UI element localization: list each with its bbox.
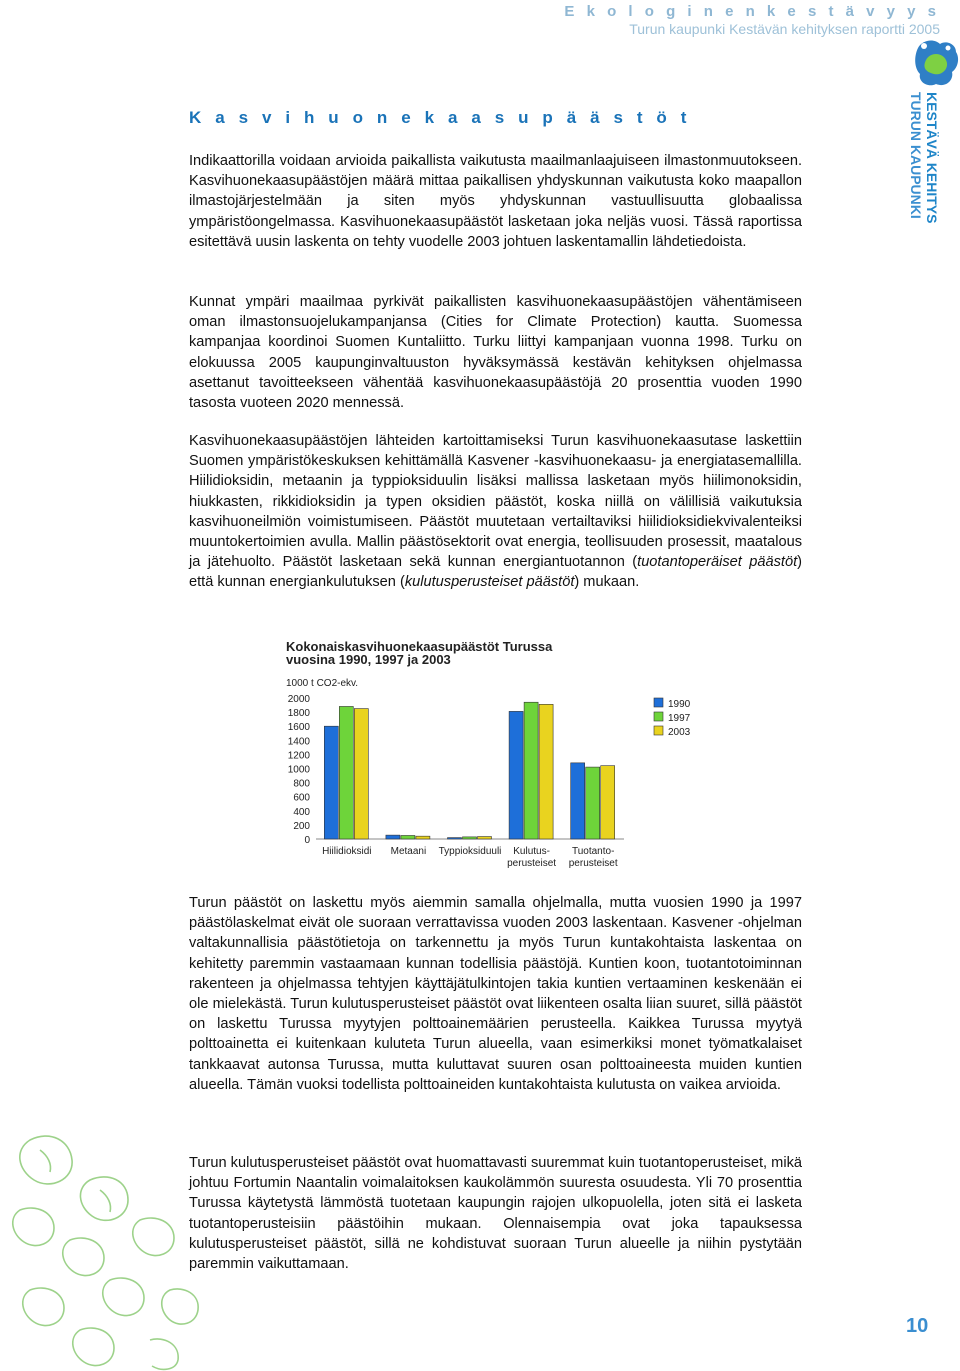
x-tick-label: Metaani: [390, 846, 427, 857]
legend-swatch-2003: [654, 726, 663, 735]
x-tick-label: Tuotanto-: [571, 846, 615, 857]
x-tick-label: Hiilidioksidi: [322, 846, 372, 857]
p3-text-b: ) että kunnan energiankulutuksen (: [189, 554, 803, 591]
y-tick-label: 1200: [287, 750, 310, 762]
legend-label-1997: 1997: [668, 713, 691, 724]
bar-1990-2: [448, 838, 462, 839]
paragraph-method: [189, 431, 802, 593]
leaf-doodle-icon: [0, 1120, 210, 1371]
side-logo-line2: TURUN KAUPUNKI: [908, 92, 924, 219]
chart-title-line1: Kokonaiskasvihuonekaasupäästöt Turussa: [286, 639, 553, 654]
legend-swatch-1990: [654, 698, 663, 707]
bar-1997-0: [339, 706, 353, 839]
p3-text-c: ) mukaan.: [574, 574, 640, 591]
y-tick-label: 1000: [287, 764, 310, 776]
bar-1990-4: [571, 763, 585, 839]
bar-2003-4: [601, 766, 615, 839]
bar-1997-3: [524, 702, 538, 839]
paragraph-intro: Indikaattorilla voidaan arvioida paikallista vaikutusta maailmanlaajuiseen ilmastonmuutokseen. Kasvihuonekaasupäästöjen määrä mittaa paikallisen yhdyskunnan vaikutusta koko maapallon ilmastojärjestelmään ja siten myös yhdyskunnan vastuullisuutta globaalissa ympäristöongelmassa. Kasvihuonekaasupäästöt lasketaan joka neljäs vuosi. Tässä raportissa esitettävä uusin laskenta on tehty vuodelle 2003 johtuen laskentamallin lähdetiedoista.: [189, 153, 802, 250]
p3-emphasis-consumption: kulutusperusteiset päästöt: [404, 574, 575, 591]
section-title: K a s v i h u o n e k a a s u p ä ä s t ö t: [189, 108, 691, 127]
bar-2003-3: [539, 704, 553, 839]
y-tick-label: 200: [293, 820, 310, 832]
y-tick-label: 1400: [287, 736, 310, 748]
bar-2003-1: [416, 836, 430, 839]
bar-1990-0: [324, 726, 338, 839]
bar-1990-3: [509, 711, 523, 839]
chart-svg: [282, 636, 712, 876]
y-tick-label: 400: [293, 806, 310, 818]
legend-label-2003: 2003: [668, 727, 691, 738]
x-tick-label: perusteiset: [507, 858, 557, 869]
bar-2003-0: [354, 709, 368, 839]
bar-1997-1: [401, 835, 415, 839]
emissions-chart: [282, 636, 712, 876]
series-title: E k o l o g i n e n k e s t ä v y y s: [564, 3, 940, 20]
y-tick-label: 1800: [287, 708, 310, 720]
y-tick-label: 2000: [287, 694, 310, 705]
side-logo-line1: KESTÄVÄ KEHITYS: [924, 92, 940, 224]
paragraph-comparison: Turun päästöt on laskettu myös aiemmin samalla ohjelmalla, mutta vuosien 1990 ja 1997 päästölaskelmat eivät ole suoraan verrattavissa vuoden 2003 laskentaan. Kasvener -ohjelman valtakunnallisia päästötietoja on tarkennettu ja myös Turun kuntakohtaista laskentaa on kehitetty paremmin vastaamaan kunnan todellisia päästöjä. Kuntien koon, tuotantotoiminnan rakenteen ja ohjelmassa tehtyjen käyttäjätulkintojen takia kuntien vertaaminen keskenään ei ole mielekästä. Turun kulutusperusteiset päästöt ovat liikenteen osalta liian suuret, sillä päästöt on laskettu Turussa myytyjen polttoainemäärien perusteella. Kaikkea Turussa myytyä polttoainetta ei kuitenkaan kuluteta Turun alueella, vaan esimerkiksi monet työmatkalaiset tankkaavat autonsa Turussa, mutta kuluttavat suuren osan polttoaineesta muiden kuntien alueella. Tämän vuoksi todellista polttoaineiden kuntakohtaista kulutusta on vaikea arvioida.: [189, 895, 802, 1093]
bar-1990-1: [386, 835, 400, 839]
side-logo: [906, 92, 950, 242]
legend-swatch-1997: [654, 712, 663, 721]
chart-unit-label: 1000 t CO2-ekv.: [286, 678, 359, 689]
p3-emphasis-production: tuotantoperäiset päästöt: [637, 554, 798, 571]
p3-text-a: Kasvihuonekaasupäästöjen lähteiden kartoittamiseksi Turun kasvihuonekaasutase laskettiin Suomen ympäristökeskuksen kehittämällä Kasvener -kasvihuonekaasu- ja energiatasemallilla. Hiilidioksidin, metaanin ja typpioksiduulin lisäksi mallissa lasketaan myös hiilimonoksidin, hiukkasten, rikkidioksidin ja typen oksidien päästöt, koska niillä on välillisiä vaikutuksia kasvihuoneilmiön voimistumiseen. Päästöt muutetaan vertailtaviksi hiilidioksidiekvivalenteiksi muuntokertoimien avulla. Mallin päästösektorit ovat energia, teollisuuden prosessit, maatalous ja jätehuolto. Päästöt lasketaan sekä kunnan energiantuotannon (: [189, 433, 802, 571]
bar-1997-4: [586, 767, 600, 839]
x-tick-label: perusteiset: [568, 858, 618, 869]
paragraph-campaign: Kunnat ympäri maailmaa pyrkivät paikallisten kasvihuonekaasupäästöjen vähentämiseen oman ilmastonsuojelukampanjansa (Cities for Climate Protection) kautta. Suomessa kampanjaa koordinoi Suomen Kuntaliitto. Turku liittyi kampanjaan vuonna 1998. Turku on elokuussa 2005 kaupunginvaltuuston hyväksymässä kestävän kehityksen ohjelmassa asettanut tavoitteekseen vähentää kasvihuonekaasupäästöjä 20 prosenttia vuoden 1990 tasosta vuoteen 2020 mennessä.: [189, 294, 802, 412]
bar-1997-2: [463, 837, 477, 839]
paragraph-conclusion: Turun kulutusperusteiset päästöt ovat huomattavasti suuremmat kuin tuotantoperusteiset, mikä johtuu Fortumin Naantalin voimalaitoksen kaukolämmön suuresta osuudesta. Yli 70 prosenttia Turussa käytetystä lämmöstä tuotetaan kaupungin rajojen ulkopuolella, joten sitä ei lasketa tuotantoperusteisiin päästöihin mukaan. Olennaisempia ovat joka tapauksessa kulutusperusteiset päästöt, sillä ne kohdistuvat suoraan Turun alueelle ja niihin pystytään paremmin vaikuttamaan.: [189, 1155, 802, 1273]
page-number: 10: [906, 1315, 929, 1337]
y-tick-label: 1600: [287, 722, 310, 734]
y-tick-label: 800: [293, 778, 310, 790]
x-tick-label: Kulutus-: [513, 846, 550, 857]
y-tick-label: 0: [304, 835, 310, 846]
x-tick-label: Typpioksiduuli: [438, 846, 502, 857]
legend-label-1990: 1990: [668, 699, 691, 710]
chart-title-line2: vuosina 1990, 1997 ja 2003: [286, 652, 451, 667]
report-title: Turun kaupunki Kestävän kehityksen raportti 2005: [629, 21, 940, 37]
bar-2003-2: [478, 837, 492, 839]
y-tick-label: 600: [293, 792, 310, 804]
logo-blob-icon: [912, 38, 960, 90]
